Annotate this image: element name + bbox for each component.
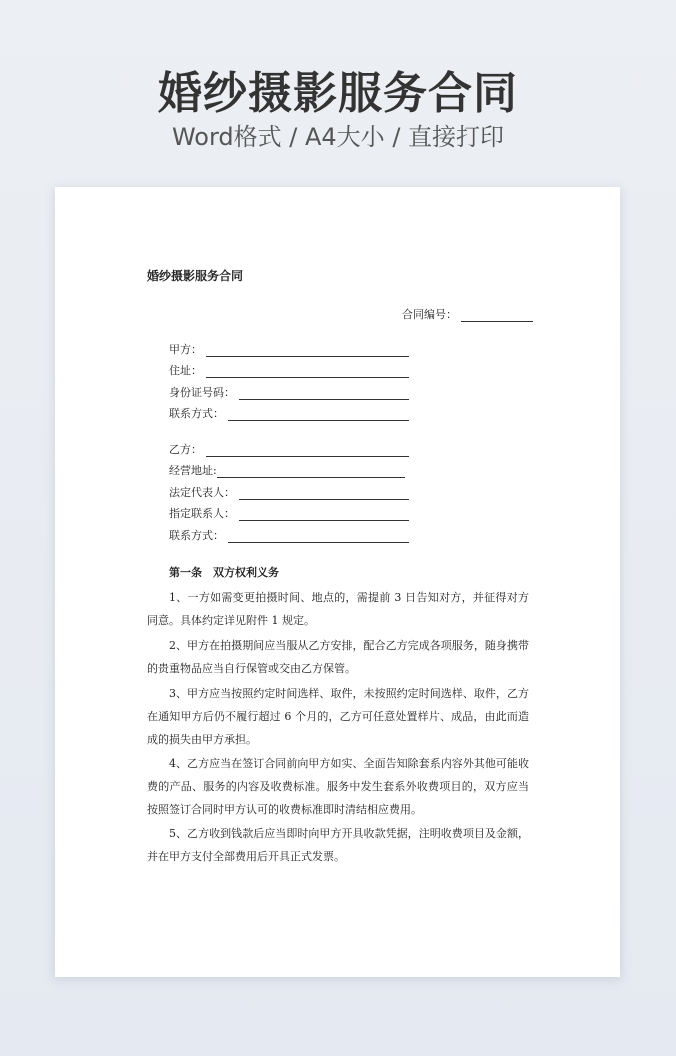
field-label: 经营地址: [169,464,217,477]
field-label: 法定代表人： [169,486,235,499]
party-a-address-field [169,362,409,378]
clause-paragraph: 4、乙方应当在签订合同前向甲方如实、全面告知除套系内容外其他可能收费的产品、服务的内容及收费标准。服务中发生套系外收费项目的，双方应当按照签订合同时甲方认可的收费标准即时清结相应费用。 [147,757,529,816]
party-b-legal-rep-field [169,484,409,500]
clause-paragraph: 5、乙方收到钱款后应当即时向甲方开具收款凭据，注明收费项目及金额，并在甲方支付全部费用后开具正式发票。 [147,827,529,863]
party-a-contact-field [169,405,409,421]
field-blank [228,408,409,421]
field-label: 指定联系人： [169,507,235,520]
field-label: 住址： [169,364,202,377]
contract-number-label: 合同编号： [402,308,457,321]
banner-title: 婚纱摄影服务合同 [158,68,518,119]
party-a-name-field [169,341,409,357]
section-title: 第一条 双方权利义务 [169,566,279,579]
contract-number-field [402,306,533,322]
field-label: 联系方式： [169,407,224,420]
clause-paragraph: 1、一方如需变更拍摄时间、地点的，需提前 3 日告知对方，并征得对方同意。具体约定详见附件 1 规定。 [147,591,529,627]
field-label: 身份证号码： [169,386,235,399]
field-blank [206,344,409,357]
field-blank [239,508,409,521]
field-blank [239,487,409,500]
field-blank [228,530,409,543]
field-blank [206,365,409,378]
document-title: 婚纱摄影服务合同 [147,269,244,283]
party-b-address-field [169,462,405,478]
field-label: 乙方： [169,443,202,456]
banner-subtitle: Word格式 / A4大小 / 直接打印 [171,123,505,151]
field-label: 甲方： [169,343,202,356]
field-label: 联系方式： [169,529,224,542]
party-b-contact-person-field [169,505,409,521]
field-blank [239,387,409,400]
clause-paragraph: 2、甲方在拍摄期间应当服从乙方安排，配合乙方完成各项服务，随身携带的贵重物品应当自行保管或交由乙方保管。 [147,639,529,675]
document-page [55,187,620,977]
party-b-contact-field [169,527,409,543]
party-a-id-field [169,384,409,400]
clause-paragraph: 3、甲方应当按照约定时间选样、取件，未按照约定时间选样、取件，乙方在通知甲方后仍不履行超过 6 个月的，乙方可任意处置样片、成品，由此而造成的损失由甲方承担。 [147,687,529,746]
contract-number-blank [461,309,533,322]
field-blank [217,465,405,478]
field-blank [206,444,409,457]
party-b-name-field [169,441,409,457]
